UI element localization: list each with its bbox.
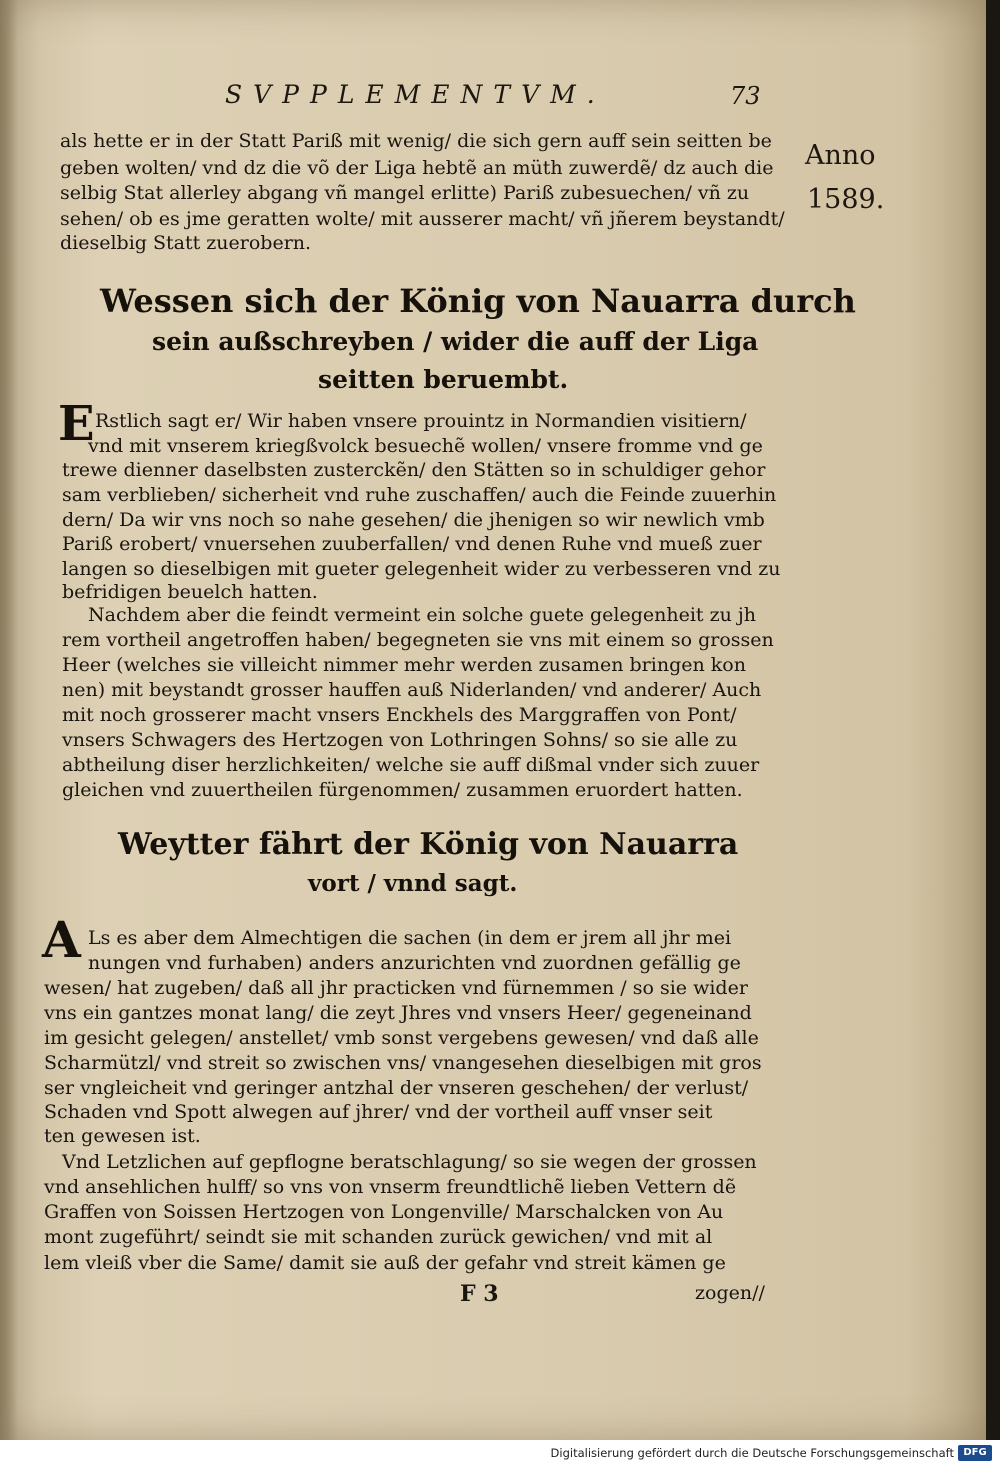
decorated-initial: A <box>42 910 81 969</box>
decorated-initial: E <box>58 396 95 452</box>
text-line: Schaden vnd Spott alwegen auf jhrer/ vnd der vortheil auff vnser seit <box>44 1101 713 1123</box>
signature-mark: F 3 <box>460 1281 499 1307</box>
text-line: gleichen vnd zuuertheilen fürgenommen/ zusammen eruordert hatten. <box>62 779 743 801</box>
text-line: sehen/ ob es jme geratten wolte/ mit ausserer macht/ vñ jñerem beystandt/ <box>60 208 785 230</box>
text-line: geben wolten/ vnd dz die võ der Liga hebtẽ an müth zuwerdẽ/ dz auch die <box>60 157 774 179</box>
text-line: vnsers Schwagers des Hertzogen von Lothringen Sohns/ so sie alle zu <box>62 729 738 751</box>
text-line: abtheilung diser herzlichkeiten/ welche sie auff dißmal vnder sich zuuer <box>62 754 760 776</box>
text-line: ser vngleicheit vnd geringer antzhal der vnseren geschehen/ der verlust/ <box>44 1077 749 1099</box>
text-line: langen so dieselbigen mit gueter gelegenheit wider zu verbesseren vnd zu <box>62 558 781 580</box>
digitization-footer <box>0 1440 1000 1467</box>
margin-note-1589: 1589. <box>807 184 885 215</box>
text-line: nen) mit beystandt grosser hauffen auß Niderlanden/ vnd anderer/ Auch <box>62 679 762 701</box>
section-heading: seitten beruembt. <box>318 365 569 394</box>
margin-note-year <box>805 134 884 222</box>
section-heading: sein außschreyben / wider die auff der Liga <box>152 327 759 356</box>
text-line: Ls es aber dem Almechtigen die sachen (in dem er jrem all jhr mei <box>88 927 732 949</box>
catchword: zogen// <box>695 1282 765 1304</box>
margin-note-anno: Anno <box>805 140 876 171</box>
running-head: SVPPLEMENTVM. <box>225 80 606 109</box>
text-line: Pariß erobert/ vnuersehen zuuberfallen/ vnd denen Ruhe vnd mueß zuer <box>62 533 762 555</box>
text-line: Nachdem aber die feindt vermeint ein solche guete gelegenheit zu jh <box>88 604 757 626</box>
dfg-logo-icon: DFG <box>958 1445 992 1461</box>
text-line: nungen vnd furhaben) anders anzurichten vnd zuordnen gefällig ge <box>88 952 741 974</box>
text-line: mit noch grosserer macht vnsers Enckhels des Marggraffen von Pont/ <box>62 704 737 726</box>
text-line: Rstlich sagt er/ Wir haben vnsere prouintz in Normandien visitiern/ <box>95 410 747 432</box>
text-line: Heer (welches sie villeicht nimmer mehr werden zusamen bringen kon <box>62 654 746 676</box>
text-line: rem vortheil angetroffen haben/ begegneten sie vns mit einem so grossen <box>62 629 774 651</box>
text-line: selbig Stat allerley abgang vñ mangel erlitte) Pariß zubesuechen/ vñ zu <box>60 182 750 204</box>
text-line: trewe dienner daselbsten zusterckẽn/ den Stätten so in schuldiger gehor <box>62 459 766 481</box>
text-line: vnd ansehlichen hulff/ so vns von vnserm freundtlichẽ lieben Vettern dẽ <box>44 1176 737 1198</box>
text-line: vnd mit vnserem kriegßvolck besuechẽ wollen/ vnsere fromme vnd ge <box>88 435 763 457</box>
text-line: im gesicht gelegen/ anstellet/ vmb sonst vergebens gewesen/ vnd daß alle <box>44 1027 759 1049</box>
text-line: befridigen beuelch hatten. <box>62 581 318 603</box>
section-heading: vort / vnnd sagt. <box>308 870 518 897</box>
text-line: wesen/ hat zugeben/ daß all jhr practicken vnd fürnemmen / so sie wider <box>44 977 748 999</box>
text-line: Scharmützl/ vnd streit so zwischen vns/ vnangesehen dieselbigen mit gros <box>44 1052 762 1074</box>
text-line: Vnd Letzlichen auf gepflogne beratschlagung/ so sie wegen der grossen <box>62 1151 757 1173</box>
section-heading: Wessen sich der König von Nauarra durch <box>100 282 856 320</box>
text-line: Graffen von Soissen Hertzogen von Longenville/ Marschalcken von Au <box>44 1201 724 1223</box>
text-line: dern/ Da wir vns noch so nahe gesehen/ die jhenigen so wir newlich vmb <box>62 509 765 531</box>
text-line: ten gewesen ist. <box>44 1125 201 1147</box>
text-line: dieselbig Statt zuerobern. <box>60 232 312 254</box>
section-heading: Weytter fährt der König von Nauarra <box>118 827 739 862</box>
page-number: 73 <box>730 82 761 110</box>
funding-credit: Digitalisierung gefördert durch die Deutsche Forschungsgemeinschaft <box>550 1446 954 1460</box>
text-line: vns ein gantzes monat lang/ die zeyt Jhres vnd vnsers Heer/ gegeneinand <box>44 1002 752 1024</box>
text-line: lem vleiß vber die Same/ damit sie auß der gefahr vnd streit kämen ge <box>44 1252 726 1274</box>
text-line: sam verblieben/ sicherheit vnd ruhe zuschaffen/ auch die Feinde zuuerhin <box>62 484 777 506</box>
text-line: mont zugeführt/ seindt sie mit schanden zurück gewichen/ vnd mit al <box>44 1226 713 1248</box>
text-line: als hette er in der Statt Pariß mit wenig/ die sich gern auff sein seitten be <box>60 130 772 152</box>
